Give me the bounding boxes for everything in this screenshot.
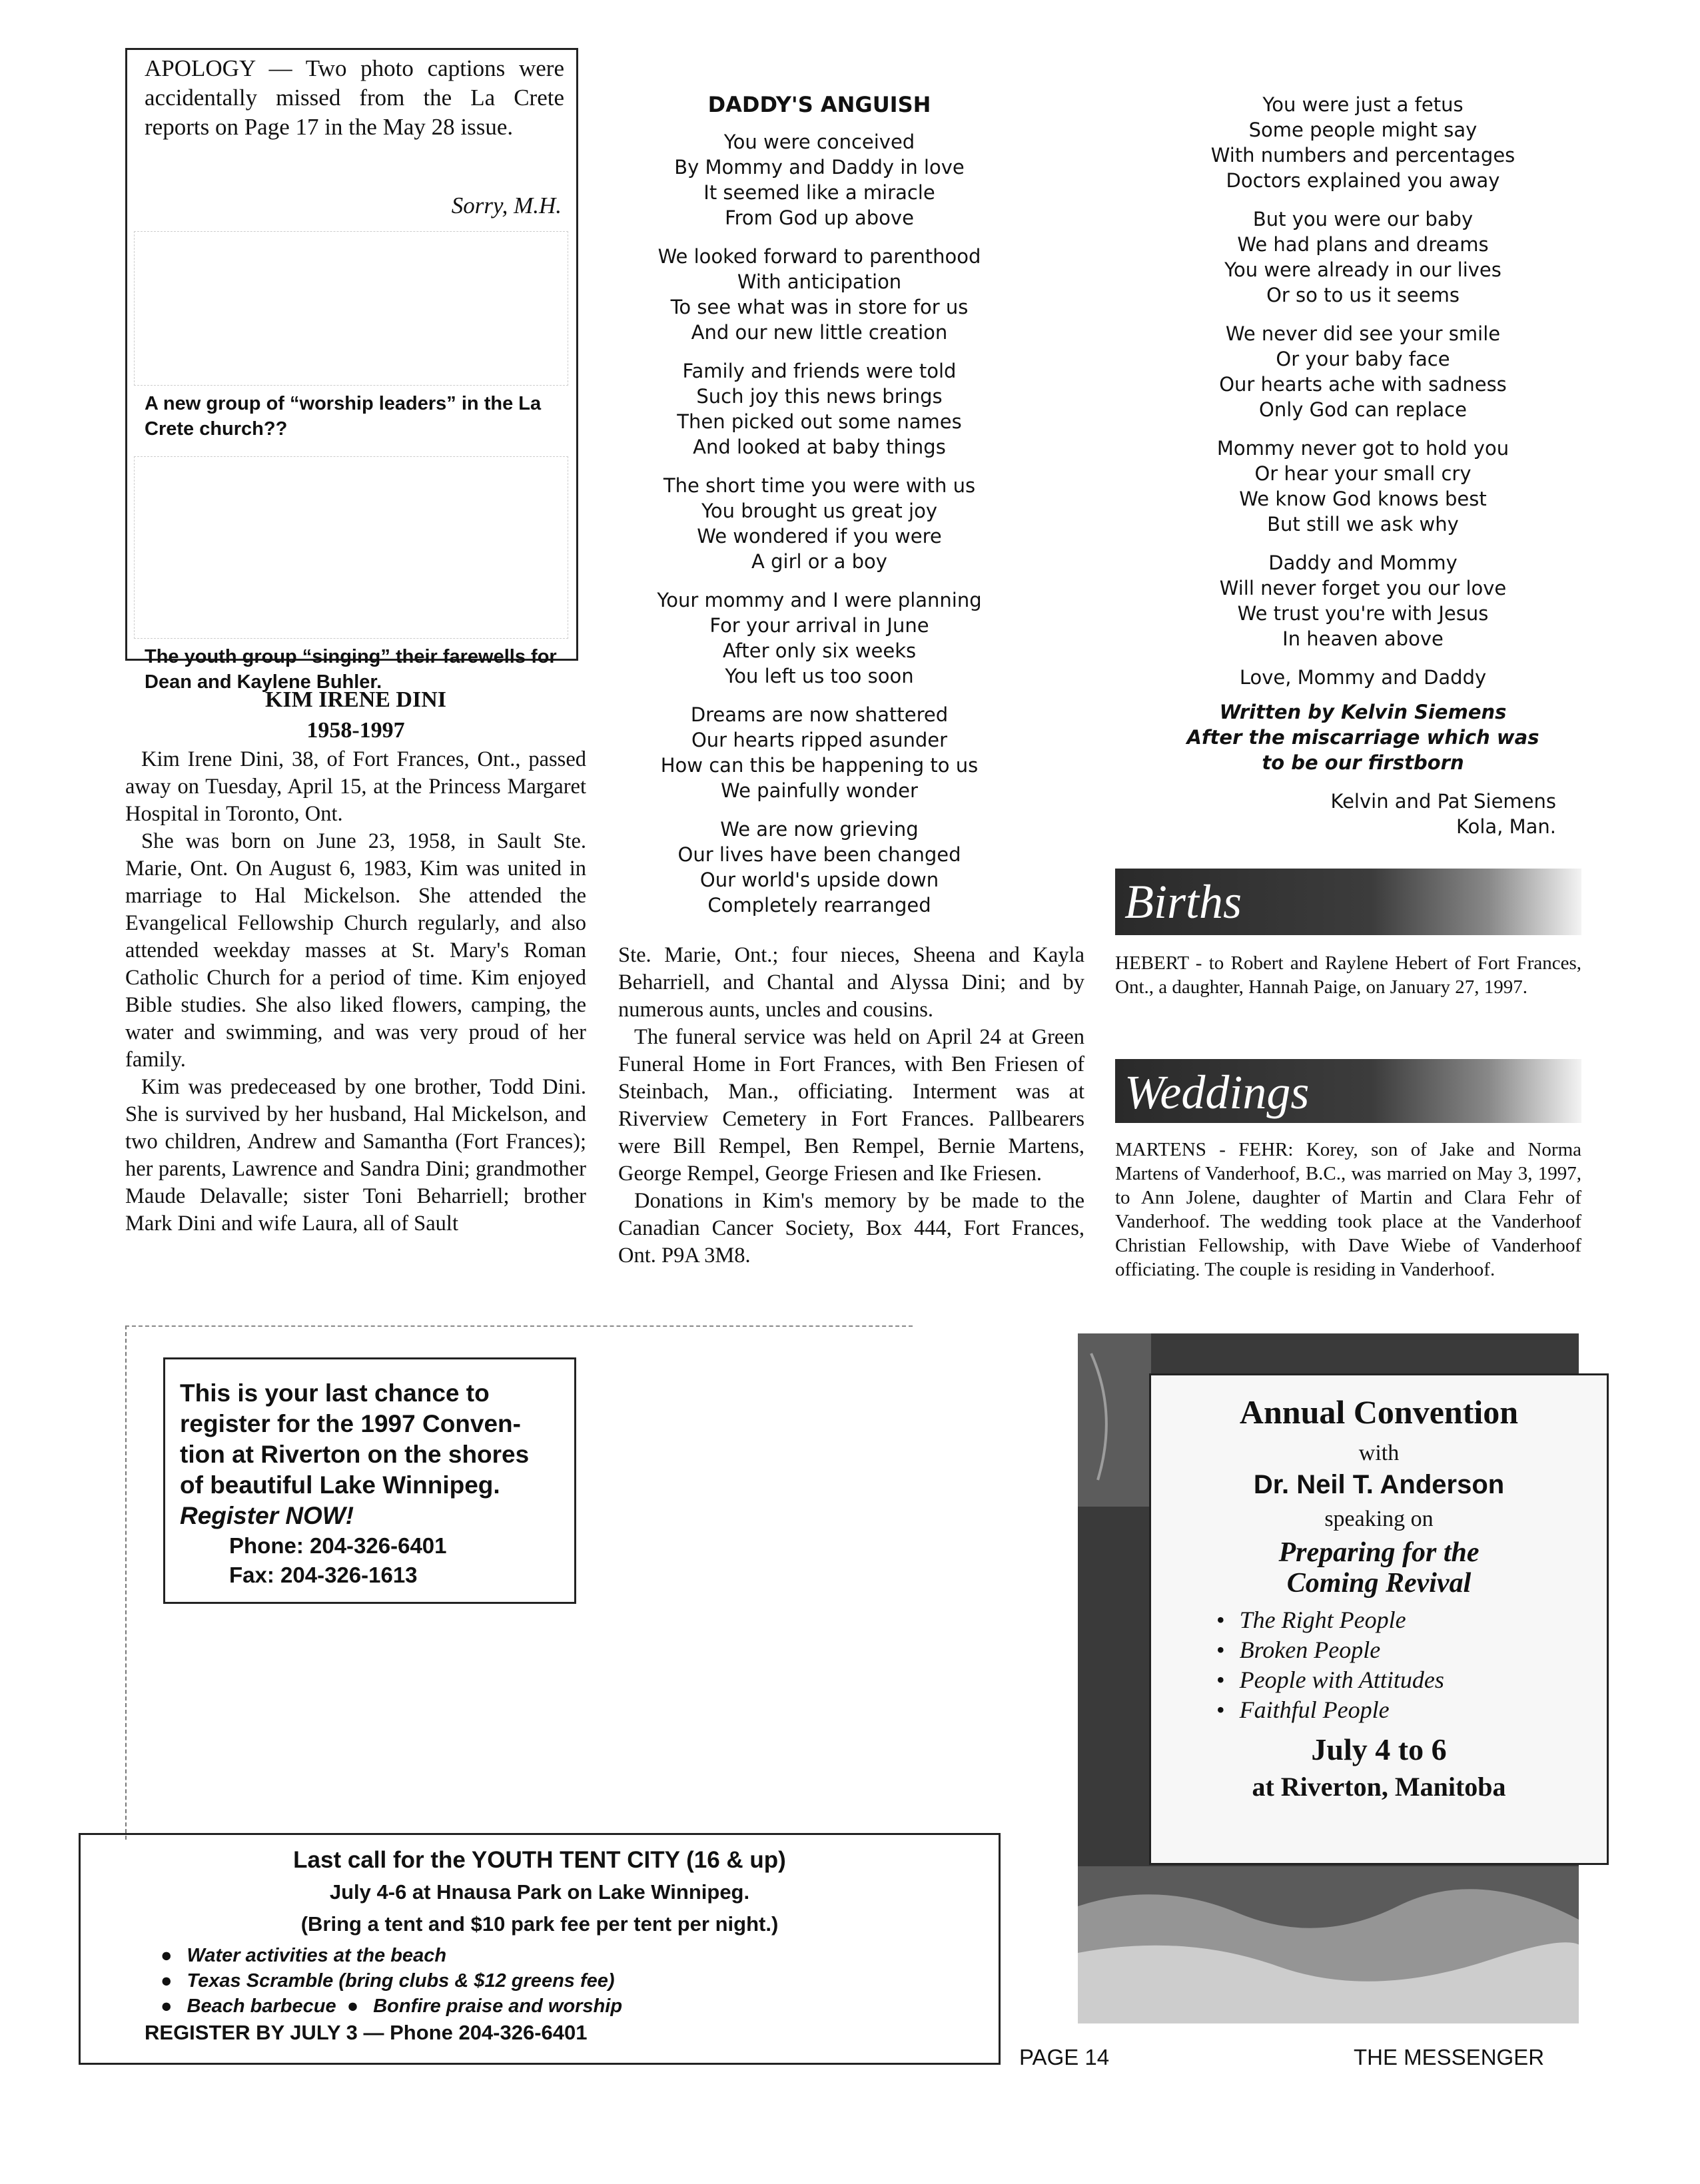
bullet-icon: ● — [161, 1996, 173, 2017]
convention-points — [1216, 1605, 1607, 1725]
poem-line: You were just a fetus — [1262, 93, 1464, 116]
obituary-years: 1958-1997 — [306, 718, 405, 743]
bullet-icon: • — [1216, 1696, 1225, 1723]
poem-line: Daddy and Mommy — [1268, 551, 1458, 574]
poem-line: Only God can replace — [1259, 398, 1467, 421]
obituary-paragraph: Donations in Kim's memory by be made to the Canadian Cancer Society, Box 444, Fort Frances, Ont. P9A 3M8. — [618, 1189, 1084, 1268]
obituary-paragraph: Ste. Marie, Ont.; four nieces, Sheena and Kayla Beharriell, and Chantal and Alyssa Dini; and by numerous aunts, uncles and cousins. — [618, 943, 1084, 1022]
poem-column-1 — [613, 92, 1026, 931]
publication-name: THE MESSENGER — [1354, 2045, 1545, 2069]
births-section — [1115, 869, 1581, 999]
convention-title: Annual Convention — [1239, 1393, 1519, 1431]
poem-signoff-line: Kelvin and Pat Siemens — [1330, 790, 1556, 813]
obituary-paragraph: Kim Irene Dini, 38, of Fort Frances, Ont., passed away on Tuesday, April 15, at the Princess Margaret Hospital in Toronto, Ont. — [125, 747, 586, 826]
list-item: • People with Attitudes — [1216, 1666, 1444, 1693]
poem-line: After only six weeks — [722, 639, 917, 662]
poem-stanza — [1150, 321, 1576, 422]
youth-fee: (Bring a tent and $10 park fee per tent per night.) — [300, 1912, 779, 1936]
bullet-icon: • — [1216, 1666, 1225, 1693]
poem-line: With numbers and percentages — [1210, 144, 1515, 167]
poem-line: Love, Mommy and Daddy — [1239, 666, 1487, 689]
births-notice: HEBERT - to Robert and Raylene Hebert of Fort Frances, Ont., a daughter, Hannah Paige, on January 27, 1997. — [1115, 952, 1581, 998]
poem-line: Our hearts ache with sadness — [1219, 373, 1507, 396]
poem-line: We looked forward to parenthood — [657, 245, 981, 268]
bullet-icon: • — [1216, 1637, 1225, 1663]
bullet-icon: ● — [161, 1945, 173, 1966]
poem-line: In heaven above — [1282, 627, 1444, 650]
poem-line: But still we ask why — [1267, 513, 1459, 536]
register-line: This is your last chance to — [180, 1379, 490, 1407]
poem-line: Or hear your small cry — [1254, 462, 1472, 485]
poem-line: And looked at baby things — [693, 436, 946, 458]
youth-activity-list — [161, 1943, 999, 2019]
poem-line: Our hearts ripped asunder — [691, 729, 948, 751]
photo-caption-2: The youth group “singing” their farewells for Dean and Kaylene Buhler. — [145, 646, 557, 693]
convention-speaking-on: speaking on — [1324, 1507, 1434, 1531]
poem-line: By Mommy and Daddy in love — [674, 156, 965, 179]
poem-line: Doctors explained you away — [1226, 169, 1500, 192]
poem-line: To see what was in store for us — [670, 296, 969, 318]
poem-stanza — [613, 702, 1026, 803]
poem-line: You were conceived — [723, 131, 915, 153]
poem-stanza — [613, 358, 1026, 460]
births-banner: Births — [1115, 869, 1581, 935]
apology-signature: Sorry, M.H. — [451, 192, 562, 218]
register-fax: Fax: 204-326-1613 — [229, 1563, 418, 1587]
register-line: of beautiful Lake Winnipeg. — [180, 1471, 500, 1499]
poem-stanza — [613, 587, 1026, 689]
poem-stanza — [1150, 92, 1576, 193]
list-item: ● Texas Scramble (bring clubs & $12 greens fee) — [161, 1970, 615, 1992]
poem-line: Then picked out some names — [677, 410, 962, 433]
convention-register-box — [163, 1357, 576, 1604]
obituary-paragraph: She was born on June 23, 1958, in Sault Ste. Marie, Ont. On August 6, 1983, Kim was united in marriage to Hal Mickelson. She attended the Evangelical Fellowship Church regularly, and also attended weekday masses at St. Mary's Roman Catholic Church for a period of time. Kim enjoyed Bible studies. She also liked flowers, camping, the water and swimming, and was very proud of her family. — [125, 829, 586, 1072]
poem-line: You were already in our lives — [1224, 258, 1501, 281]
bullet-icon: ● — [161, 1970, 173, 1992]
convention-with: with — [1358, 1441, 1400, 1465]
apology-text: APOLOGY — Two photo captions were accidentally missed from the La Crete reports on Page 17 in the May 28 issue. — [145, 55, 564, 140]
poem-line: You brought us great joy — [701, 500, 937, 522]
youth-register-footer: REGISTER BY JULY 3 — Phone 204-326-6401 — [145, 2021, 588, 2044]
poem-title: DADDY'S ANGUISH — [707, 92, 931, 117]
convention-location: at Riverton, Manitoba — [1252, 1772, 1506, 1802]
convention-dates: July 4 to 6 — [1311, 1732, 1447, 1766]
convention-speaker: Dr. Neil T. Anderson — [1253, 1470, 1505, 1499]
poem-stanza — [1150, 550, 1576, 651]
register-cta: Register NOW! — [180, 1502, 354, 1529]
register-line: tion at Riverton on the shores — [180, 1441, 530, 1468]
poem-line: Some people might say — [1248, 119, 1478, 141]
poem-signoff-line: Kola, Man. — [1456, 815, 1556, 838]
convention-topic: Coming Revival — [1286, 1568, 1472, 1599]
poem-line: Mommy never got to hold you — [1216, 437, 1509, 460]
obituary — [125, 685, 586, 1238]
poem-stanza — [613, 473, 1026, 574]
register-phone: Phone: 204-326-6401 — [229, 1533, 447, 1558]
list-item: ● Beach barbecue ● Bonfire praise and worship — [161, 1996, 623, 2017]
list-item: • Faithful People — [1216, 1696, 1390, 1723]
convention-ad — [1149, 1373, 1609, 1865]
youth-dates: July 4-6 at Hnausa Park on Lake Winnipeg. — [329, 1880, 750, 1904]
register-line: register for the 1997 Conven- — [180, 1410, 521, 1437]
poem-line: Or so to us it seems — [1266, 284, 1460, 306]
bullet-icon: • — [1216, 1607, 1225, 1633]
poem-credit-line: After the miscarriage which was — [1186, 726, 1539, 749]
poem-line: We painfully wonder — [721, 779, 918, 802]
poem-line: We wondered if you were — [697, 525, 942, 547]
poem-stanza — [613, 817, 1026, 918]
missing-photo-1 — [134, 231, 568, 386]
poem-line: Our lives have been changed — [677, 843, 961, 866]
poem-stanza — [1150, 436, 1576, 537]
poem-line: Will never forget you our love — [1219, 577, 1507, 599]
list-item: ● Water activities at the beach — [161, 1945, 447, 1966]
poem-line: Family and friends were told — [682, 360, 957, 382]
weddings-section — [1115, 1059, 1581, 1281]
poem-stanzas-right — [1150, 92, 1576, 690]
poem-line: We are now grieving — [720, 818, 919, 841]
youth-tent-city-box — [79, 1833, 1001, 2065]
poem-line: We know God knows best — [1239, 488, 1487, 510]
poem-line: You left us too soon — [725, 665, 914, 687]
poem-stanza — [613, 129, 1026, 230]
convention-topic: Preparing for the — [1278, 1537, 1480, 1568]
obituary-paragraph: The funeral service was held on April 24 at Green Funeral Home in Fort Frances, with Ben Friesen of Steinbach, Man., officiating. Interment was at Riverview Cemetery in Fort Frances. Pallbearers were Bill Rempel, Ben Rempel, Bernie Martens, George Rempel, George Friesen and Ike Friesen. — [618, 1025, 1084, 1186]
poem-line: From God up above — [725, 206, 914, 229]
poem-line: Completely rearranged — [707, 894, 931, 916]
poem-line: A girl or a boy — [751, 550, 887, 573]
weddings-notice: MARTENS - FEHR: Korey, son of Jake and Norma Martens of Vanderhoof, B.C., was married on May 3, 1997, to Ann Jolene, daughter of Martin and Clara Fehr of Vanderhoof. The wedding took place at the Vanderhoof Christian Fellowship, with Dave Wiebe of Vanderhoof officiating. The couple is residing in Vanderhoof. — [1115, 1139, 1581, 1280]
poem-line: It seemed like a miracle — [703, 181, 935, 204]
obituary-continued — [618, 942, 1084, 1270]
poem-line: We had plans and dreams — [1237, 233, 1489, 256]
page-number: PAGE 14 — [1019, 2045, 1110, 2069]
poem-credit-line: Written by Kelvin Siemens — [1219, 701, 1507, 723]
poem-line: We never did see your smile — [1225, 322, 1501, 345]
bullet-icon: ● — [346, 1996, 359, 2017]
photo-caption-1: A new group of “worship leaders” in the La Crete church?? — [145, 393, 542, 440]
obituary-paragraph: Kim was predeceased by one brother, Todd Dini. She is survived by her husband, Hal Mickelson, and two children, Andrew and Samantha (Fort Frances); her parents, Lawrence and Sandra Dini; grandmother Maude Delavalle; sister Toni Beharriell; brother Mark Dini and wife Laura, all of Sault — [125, 1075, 586, 1236]
list-item: • The Right People — [1216, 1607, 1406, 1633]
poem-line: Dreams are now shattered — [690, 703, 949, 726]
list-item: • Broken People — [1216, 1637, 1381, 1663]
poem-line: For your arrival in June — [709, 614, 929, 637]
poem-credit-line: to be our firstborn — [1262, 751, 1464, 774]
poem-line: Or your baby face — [1276, 348, 1450, 370]
poem-stanza — [613, 244, 1026, 345]
poem-stanza — [1150, 206, 1576, 308]
poem-line: With anticipation — [737, 270, 902, 293]
obituary-name: KIM IRENE DINI — [264, 687, 447, 712]
youth-headline: Last call for the YOUTH TENT CITY (16 & up) — [293, 1847, 786, 1873]
poem-line: But you were our baby — [1252, 208, 1474, 230]
apology-box — [125, 48, 578, 693]
weddings-banner: Weddings — [1115, 1059, 1581, 1123]
poem-stanzas-left — [613, 129, 1026, 918]
poem-line: The short time you were with us — [663, 474, 976, 497]
poem-line: We trust you're with Jesus — [1237, 602, 1489, 625]
poem-line: Such joy this news brings — [696, 385, 943, 408]
missing-photo-2 — [134, 456, 568, 639]
poem-stanza — [1150, 665, 1576, 690]
poem-line: Our world's upside down — [699, 869, 939, 891]
poem-line: How can this be happening to us — [660, 754, 979, 777]
poem-line: And our new little creation — [691, 321, 948, 344]
poem-column-2 — [1150, 92, 1576, 839]
poem-line: Your mommy and I were planning — [657, 589, 982, 611]
